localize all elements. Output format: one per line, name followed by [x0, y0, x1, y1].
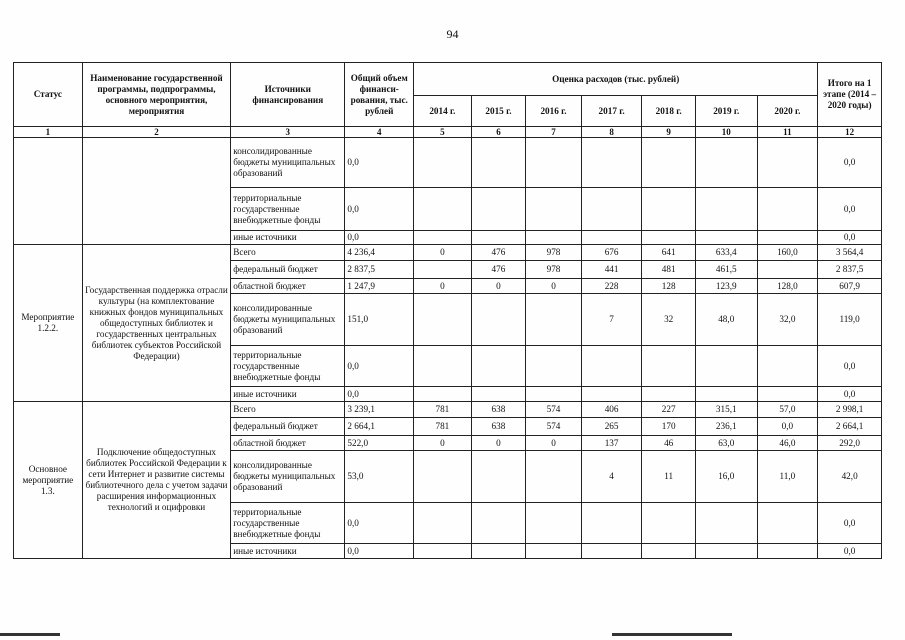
- table-row: [14, 402, 882, 418]
- year-value-cell: [581, 544, 642, 559]
- column-number: 4: [345, 127, 414, 138]
- page-number: 94: [446, 27, 459, 41]
- total-cell: 0,0: [345, 231, 414, 245]
- total-cell: 151,0: [345, 294, 414, 346]
- total-cell: 53,0: [345, 451, 414, 503]
- year-value-cell: [695, 346, 757, 387]
- year-value-cell: 57,0: [757, 402, 818, 418]
- year-value-cell: 128: [642, 279, 696, 294]
- year-value-cell: [471, 138, 526, 188]
- year-value-cell: 265: [581, 418, 642, 436]
- year-value-cell: 137: [581, 436, 642, 451]
- year-value-cell: [642, 346, 696, 387]
- header-total: Общий объем финанси-рования, тыс. рублей: [345, 63, 414, 127]
- source-cell: областной бюджет: [231, 279, 345, 294]
- year-value-cell: 0: [471, 436, 526, 451]
- year-value-cell: 781: [414, 418, 472, 436]
- year-value-cell: 11: [642, 451, 696, 503]
- year-value-cell: [471, 231, 526, 245]
- year-value-cell: [526, 294, 582, 346]
- year-value-cell: 228: [581, 279, 642, 294]
- year-value-cell: [642, 544, 696, 559]
- year-value-cell: [526, 387, 582, 402]
- year-value-cell: 170: [642, 418, 696, 436]
- itogo-cell: 0,0: [818, 544, 882, 559]
- name-cell: [82, 138, 231, 245]
- year-value-cell: 4: [581, 451, 642, 503]
- table-body: [14, 138, 882, 559]
- year-value-cell: 641: [642, 245, 696, 261]
- year-value-cell: [581, 387, 642, 402]
- source-cell: консолидированные бюджеты муниципальных образований: [231, 451, 345, 503]
- itogo-cell: 3 564,4: [818, 245, 882, 261]
- year-value-cell: 0: [526, 279, 582, 294]
- year-value-cell: [581, 346, 642, 387]
- header-sources: Источники финансирования: [231, 63, 345, 127]
- column-number: 7: [526, 127, 582, 138]
- year-value-cell: [471, 544, 526, 559]
- total-cell: 0,0: [345, 346, 414, 387]
- year-value-cell: 0: [414, 279, 472, 294]
- year-value-cell: 441: [581, 261, 642, 279]
- status-cell: [14, 138, 83, 245]
- name-cell: Государственная поддержка отрасли культуры (на комплектование книжных фондов муниципальных общедоступных библиотек и государственных центральных библиотек субъектов Российской Федерации): [82, 245, 231, 402]
- year-value-cell: [695, 188, 757, 231]
- year-value-cell: 32: [642, 294, 696, 346]
- total-cell: 0,0: [345, 188, 414, 231]
- column-number: 6: [471, 127, 526, 138]
- itogo-cell: 292,0: [818, 436, 882, 451]
- year-value-cell: 574: [526, 402, 582, 418]
- source-cell: консолидированные бюджеты муниципальных образований: [231, 138, 345, 188]
- header-year: 2015 г.: [471, 96, 526, 127]
- year-value-cell: 481: [642, 261, 696, 279]
- year-value-cell: [757, 544, 818, 559]
- year-value-cell: 0: [526, 436, 582, 451]
- source-cell: иные источники: [231, 231, 345, 245]
- total-cell: 0,0: [345, 544, 414, 559]
- year-value-cell: [695, 387, 757, 402]
- year-value-cell: [526, 188, 582, 231]
- itogo-cell: 0,0: [818, 138, 882, 188]
- year-value-cell: 476: [471, 261, 526, 279]
- header-itogo: Итого на 1 этапе (2014 – 2020 годы): [818, 63, 882, 127]
- header-year: 2019 г.: [695, 96, 757, 127]
- year-value-cell: [526, 503, 582, 544]
- itogo-cell: 0,0: [818, 346, 882, 387]
- column-number: 12: [818, 127, 882, 138]
- year-value-cell: [414, 451, 472, 503]
- year-value-cell: 236,1: [695, 418, 757, 436]
- year-value-cell: 476: [471, 245, 526, 261]
- year-value-cell: [414, 188, 472, 231]
- column-number: 10: [695, 127, 757, 138]
- header-year: 2016 г.: [526, 96, 582, 127]
- year-value-cell: [414, 387, 472, 402]
- year-value-cell: 16,0: [695, 451, 757, 503]
- header-status: Статус: [14, 63, 83, 127]
- year-value-cell: 461,5: [695, 261, 757, 279]
- source-cell: Всего: [231, 402, 345, 418]
- year-value-cell: [526, 346, 582, 387]
- year-value-cell: [757, 188, 818, 231]
- year-value-cell: [757, 346, 818, 387]
- year-value-cell: 638: [471, 402, 526, 418]
- year-value-cell: [471, 451, 526, 503]
- year-value-cell: [414, 346, 472, 387]
- header-year: 2014 г.: [414, 96, 472, 127]
- year-value-cell: 32,0: [757, 294, 818, 346]
- bottom-border-fragment: [612, 633, 732, 636]
- year-value-cell: 7: [581, 294, 642, 346]
- itogo-cell: 2 837,5: [818, 261, 882, 279]
- source-cell: консолидированные бюджеты муниципальных образований: [231, 294, 345, 346]
- year-value-cell: [695, 544, 757, 559]
- year-value-cell: 676: [581, 245, 642, 261]
- source-cell: иные источники: [231, 387, 345, 402]
- year-value-cell: 0: [414, 436, 472, 451]
- year-value-cell: [642, 231, 696, 245]
- year-value-cell: [414, 231, 472, 245]
- itogo-cell: 607,9: [818, 279, 882, 294]
- year-value-cell: 315,1: [695, 402, 757, 418]
- total-cell: 0,0: [345, 503, 414, 544]
- year-value-cell: 574: [526, 418, 582, 436]
- column-number: 11: [757, 127, 818, 138]
- year-value-cell: [757, 231, 818, 245]
- year-value-cell: [581, 188, 642, 231]
- source-cell: Всего: [231, 245, 345, 261]
- budget-table: [13, 62, 882, 559]
- column-number: 3: [231, 127, 345, 138]
- total-cell: 2 837,5: [345, 261, 414, 279]
- total-cell: 522,0: [345, 436, 414, 451]
- year-value-cell: [414, 544, 472, 559]
- itogo-cell: 0,0: [818, 503, 882, 544]
- year-value-cell: [526, 451, 582, 503]
- year-value-cell: 406: [581, 402, 642, 418]
- itogo-cell: 0,0: [818, 387, 882, 402]
- header-name: Наименование государственной программы, подпрограммы, основного мероприятия, мероприятия: [82, 63, 231, 127]
- source-cell: территориальные государственные внебюджетные фонды: [231, 346, 345, 387]
- year-value-cell: [757, 503, 818, 544]
- bottom-border-fragment: [0, 633, 60, 636]
- status-cell: Мероприятие 1.2.2.: [14, 245, 83, 402]
- year-value-cell: [526, 544, 582, 559]
- year-value-cell: [642, 503, 696, 544]
- source-cell: областной бюджет: [231, 436, 345, 451]
- year-value-cell: 123,9: [695, 279, 757, 294]
- table-row: [14, 245, 882, 261]
- year-value-cell: 63,0: [695, 436, 757, 451]
- year-value-cell: 0,0: [757, 418, 818, 436]
- year-value-cell: 781: [414, 402, 472, 418]
- year-value-cell: 48,0: [695, 294, 757, 346]
- year-value-cell: 227: [642, 402, 696, 418]
- column-number: 2: [82, 127, 231, 138]
- year-value-cell: 0: [414, 245, 472, 261]
- year-value-cell: 978: [526, 245, 582, 261]
- year-value-cell: [471, 294, 526, 346]
- year-value-cell: [471, 503, 526, 544]
- year-value-cell: [695, 503, 757, 544]
- year-value-cell: 633,4: [695, 245, 757, 261]
- itogo-cell: 42,0: [818, 451, 882, 503]
- year-value-cell: 46: [642, 436, 696, 451]
- year-value-cell: [581, 138, 642, 188]
- header-year: 2017 г.: [581, 96, 642, 127]
- header-year: 2020 г.: [757, 96, 818, 127]
- year-value-cell: [581, 503, 642, 544]
- year-value-cell: [757, 138, 818, 188]
- year-value-cell: 978: [526, 261, 582, 279]
- source-cell: иные источники: [231, 544, 345, 559]
- year-value-cell: [471, 387, 526, 402]
- source-cell: территориальные государственные внебюджетные фонды: [231, 188, 345, 231]
- itogo-cell: 119,0: [818, 294, 882, 346]
- column-number: 9: [642, 127, 696, 138]
- year-value-cell: [695, 231, 757, 245]
- column-number: 1: [14, 127, 83, 138]
- header-year: 2018 г.: [642, 96, 696, 127]
- year-value-cell: [471, 188, 526, 231]
- year-value-cell: [414, 138, 472, 188]
- header-estimate: Оценка расходов (тыс. рублей): [414, 63, 818, 96]
- year-value-cell: 11,0: [757, 451, 818, 503]
- status-cell: Основное мероприятие 1.3.: [14, 402, 83, 559]
- source-cell: территориальные государственные внебюджетные фонды: [231, 503, 345, 544]
- year-value-cell: [757, 261, 818, 279]
- total-cell: 0,0: [345, 138, 414, 188]
- year-value-cell: 638: [471, 418, 526, 436]
- source-cell: федеральный бюджет: [231, 261, 345, 279]
- itogo-cell: 0,0: [818, 231, 882, 245]
- year-value-cell: [695, 138, 757, 188]
- year-value-cell: [642, 188, 696, 231]
- year-value-cell: [642, 138, 696, 188]
- year-value-cell: [471, 346, 526, 387]
- year-value-cell: [526, 138, 582, 188]
- total-cell: 2 664,1: [345, 418, 414, 436]
- year-value-cell: [414, 261, 472, 279]
- year-value-cell: [642, 387, 696, 402]
- source-cell: федеральный бюджет: [231, 418, 345, 436]
- year-value-cell: 46,0: [757, 436, 818, 451]
- total-cell: 3 239,1: [345, 402, 414, 418]
- year-value-cell: [414, 503, 472, 544]
- name-cell: Подключение общедоступных библиотек Российской Федерации к сети Интернет и развитие системы библиотечного дела с учетом задачи расширения информационных технологий и оцифровки: [82, 402, 231, 559]
- total-cell: 4 236,4: [345, 245, 414, 261]
- itogo-cell: 0,0: [818, 188, 882, 231]
- year-value-cell: [581, 231, 642, 245]
- total-cell: 0,0: [345, 387, 414, 402]
- itogo-cell: 2 998,1: [818, 402, 882, 418]
- year-value-cell: 160,0: [757, 245, 818, 261]
- year-value-cell: [526, 231, 582, 245]
- itogo-cell: 2 664,1: [818, 418, 882, 436]
- table-row: [14, 138, 882, 188]
- total-cell: 1 247,9: [345, 279, 414, 294]
- year-value-cell: [414, 294, 472, 346]
- year-value-cell: 128,0: [757, 279, 818, 294]
- column-number: 8: [581, 127, 642, 138]
- year-value-cell: [757, 387, 818, 402]
- column-number: 5: [414, 127, 472, 138]
- year-value-cell: 0: [471, 279, 526, 294]
